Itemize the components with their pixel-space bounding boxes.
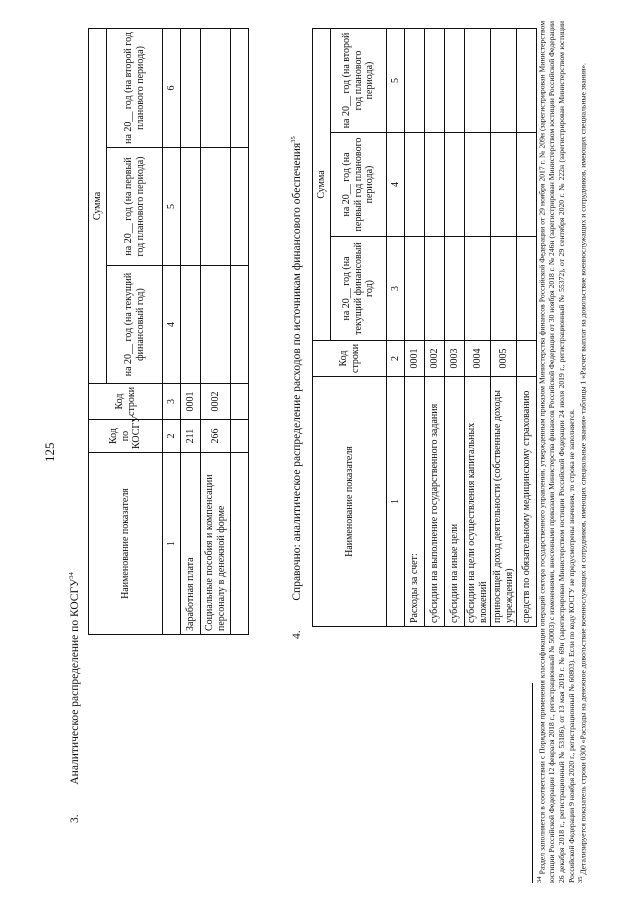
value-cell [425,237,445,341]
value-cell [181,28,201,147]
header-name: Наименование показателя [89,453,163,635]
value-cell [517,133,537,237]
section-4-title-text: Справочно: аналитическое распределение расходов по источникам финансового обеспечения [290,142,303,601]
row-code: 0001 [405,341,425,377]
section-3-title-text: Аналитическое распределение по КОСГУ [68,578,81,785]
page-number: 125 [42,442,57,462]
value-cell [517,237,537,341]
column-number: 3 [387,237,405,341]
table-row [181,28,201,634]
column-number: 6 [163,28,181,147]
table-row [491,28,517,626]
kosgu-table [88,28,249,635]
value-cell [181,266,201,384]
value-cell [201,148,231,266]
row-code: 0004 [465,341,491,377]
value-cell [465,28,491,132]
value-cell [425,133,445,237]
value-cell [465,237,491,341]
value-cell [445,133,465,237]
value-cell [231,266,249,384]
header-code: Код строки [89,384,163,420]
table-row [231,28,249,634]
footnote-35-text: Детализируется показатель строки 0300 «Расходы на денежное довольствие военнослужащих и сотрудников, имеющих специальные звания» таблицы 1 «Расчет выплат на довольствие военнослужащих и сотрудников, имеющих специальные звания». [578,63,588,875]
column-number: 1 [163,453,181,635]
footnote-34 [536,21,577,883]
column-number: 4 [387,133,405,237]
value-cell [491,133,517,237]
funding-sources-table [312,28,537,627]
table-row [405,28,425,626]
row-name: субсидии на цели осуществления капитальных вложений [465,377,491,627]
header-sum: Сумма [89,28,107,383]
column-number: 1 [387,377,405,627]
table-row [465,28,491,626]
value-cell [465,133,491,237]
section-3-title [68,572,81,823]
footnote-divider [532,683,533,883]
value-cell [201,28,231,147]
value-cell [491,28,517,132]
footnote-34-mark: 34 [536,876,543,883]
footnotes [536,21,588,883]
row-name: Социальные пособия и компенсации персоналу в денежной форме [201,453,231,635]
header-kosgu: Код по КОСГУ [89,420,163,453]
value-cell [445,28,465,132]
footnote-35-mark: 35 [576,876,584,883]
value-cell [445,237,465,341]
row-kosgu: 266 [201,420,231,453]
row-name: субсидии на иные цели [445,377,465,627]
footnote-34-text: Раздел заполняется в соответствии с Порядком применения классификации операций сектора государственного управления, утвержденным приказом Министерства финансов Российской Федерации от 29 ноября 2017 г. № 209н (зарегистрирован Министерством юстиции Российской Федерации 12 февраля 2018 г., регистрационный № 50003) с изменениями, внесенными приказами Министерства финансов Российской Федерации от 30 ноября 2018 г. № 246н (зарегистрирован Министерством юстиции Российской Федерации 26 декабря 2018 г., регистрационный № 53186), от 13 мая 2019 г. № 69н (зарегистрирован Министерством юстиции Российской Федерации 24 июля 2019 г., регистрационный № 55372), от 29 сентября 2020 г. № 222н (зарегистрирован Министерством юстиции Российской Федерации 9 ноября 2020 г., регистрационный № 60803). Если по коду КОСГУ не предусмотрены значения, то строка не заполняется. [537,21,577,883]
footnote-ref-35: 35 [290,136,297,143]
section-4-title [290,136,303,639]
header-year-2: на 20__ год (на первый год планового периода) [107,148,163,266]
table-row [517,28,537,626]
value-cell [181,148,201,266]
value-cell [201,266,231,384]
value-cell [517,28,537,132]
header-year-1: на 20__ год (на текущий финансовый год) [107,266,163,384]
header-year-1: на 20__ год (на текущий финансовый год) [331,237,387,341]
row-kosgu [231,420,249,453]
header-year-2: на 20__ год (на первый год планового периода) [331,133,387,237]
row-name [231,453,249,635]
row-code: 0002 [201,384,231,420]
section-3-number: 3. [68,814,81,823]
column-number: 2 [387,341,405,377]
header-year-3: на 20__ год (на второй год планового периода) [107,28,163,147]
row-code [517,341,537,377]
row-name: средств по обязательному медицинскому страхованию [517,377,537,627]
row-name: Заработная плата [181,453,201,635]
column-number: 4 [163,266,181,384]
row-code: 0001 [181,384,201,420]
row-code: 0005 [491,341,517,377]
row-code: 0002 [425,341,445,377]
value-cell [231,28,249,147]
header-year-3: на 20__ год (на второй год планового периода) [331,28,387,132]
column-number: 3 [163,384,181,420]
value-cell [425,28,445,132]
section-4-number: 4. [290,630,303,639]
table-row [201,28,231,634]
row-kosgu: 211 [181,420,201,453]
column-number: 5 [387,28,405,132]
value-cell [405,133,425,237]
header-code: Код строки [313,341,387,377]
column-number: 2 [163,420,181,453]
column-number: 5 [163,148,181,266]
value-cell [405,28,425,132]
row-name: Расходы за счет: [405,377,425,627]
header-sum: Сумма [313,28,331,340]
row-code: 0003 [445,341,465,377]
value-cell [405,237,425,341]
value-cell [491,237,517,341]
row-name: приносящей доход деятельности (собственные доходы учреждения) [491,377,517,627]
footnote-ref-34: 34 [68,572,75,579]
table-row [425,28,445,626]
value-cell [231,148,249,266]
row-code [231,384,249,420]
header-name: Наименование показателя [313,377,387,627]
table-row [445,28,465,626]
footnote-35 [577,21,588,883]
row-name: субсидии на выполнение государственного задания [425,377,445,627]
